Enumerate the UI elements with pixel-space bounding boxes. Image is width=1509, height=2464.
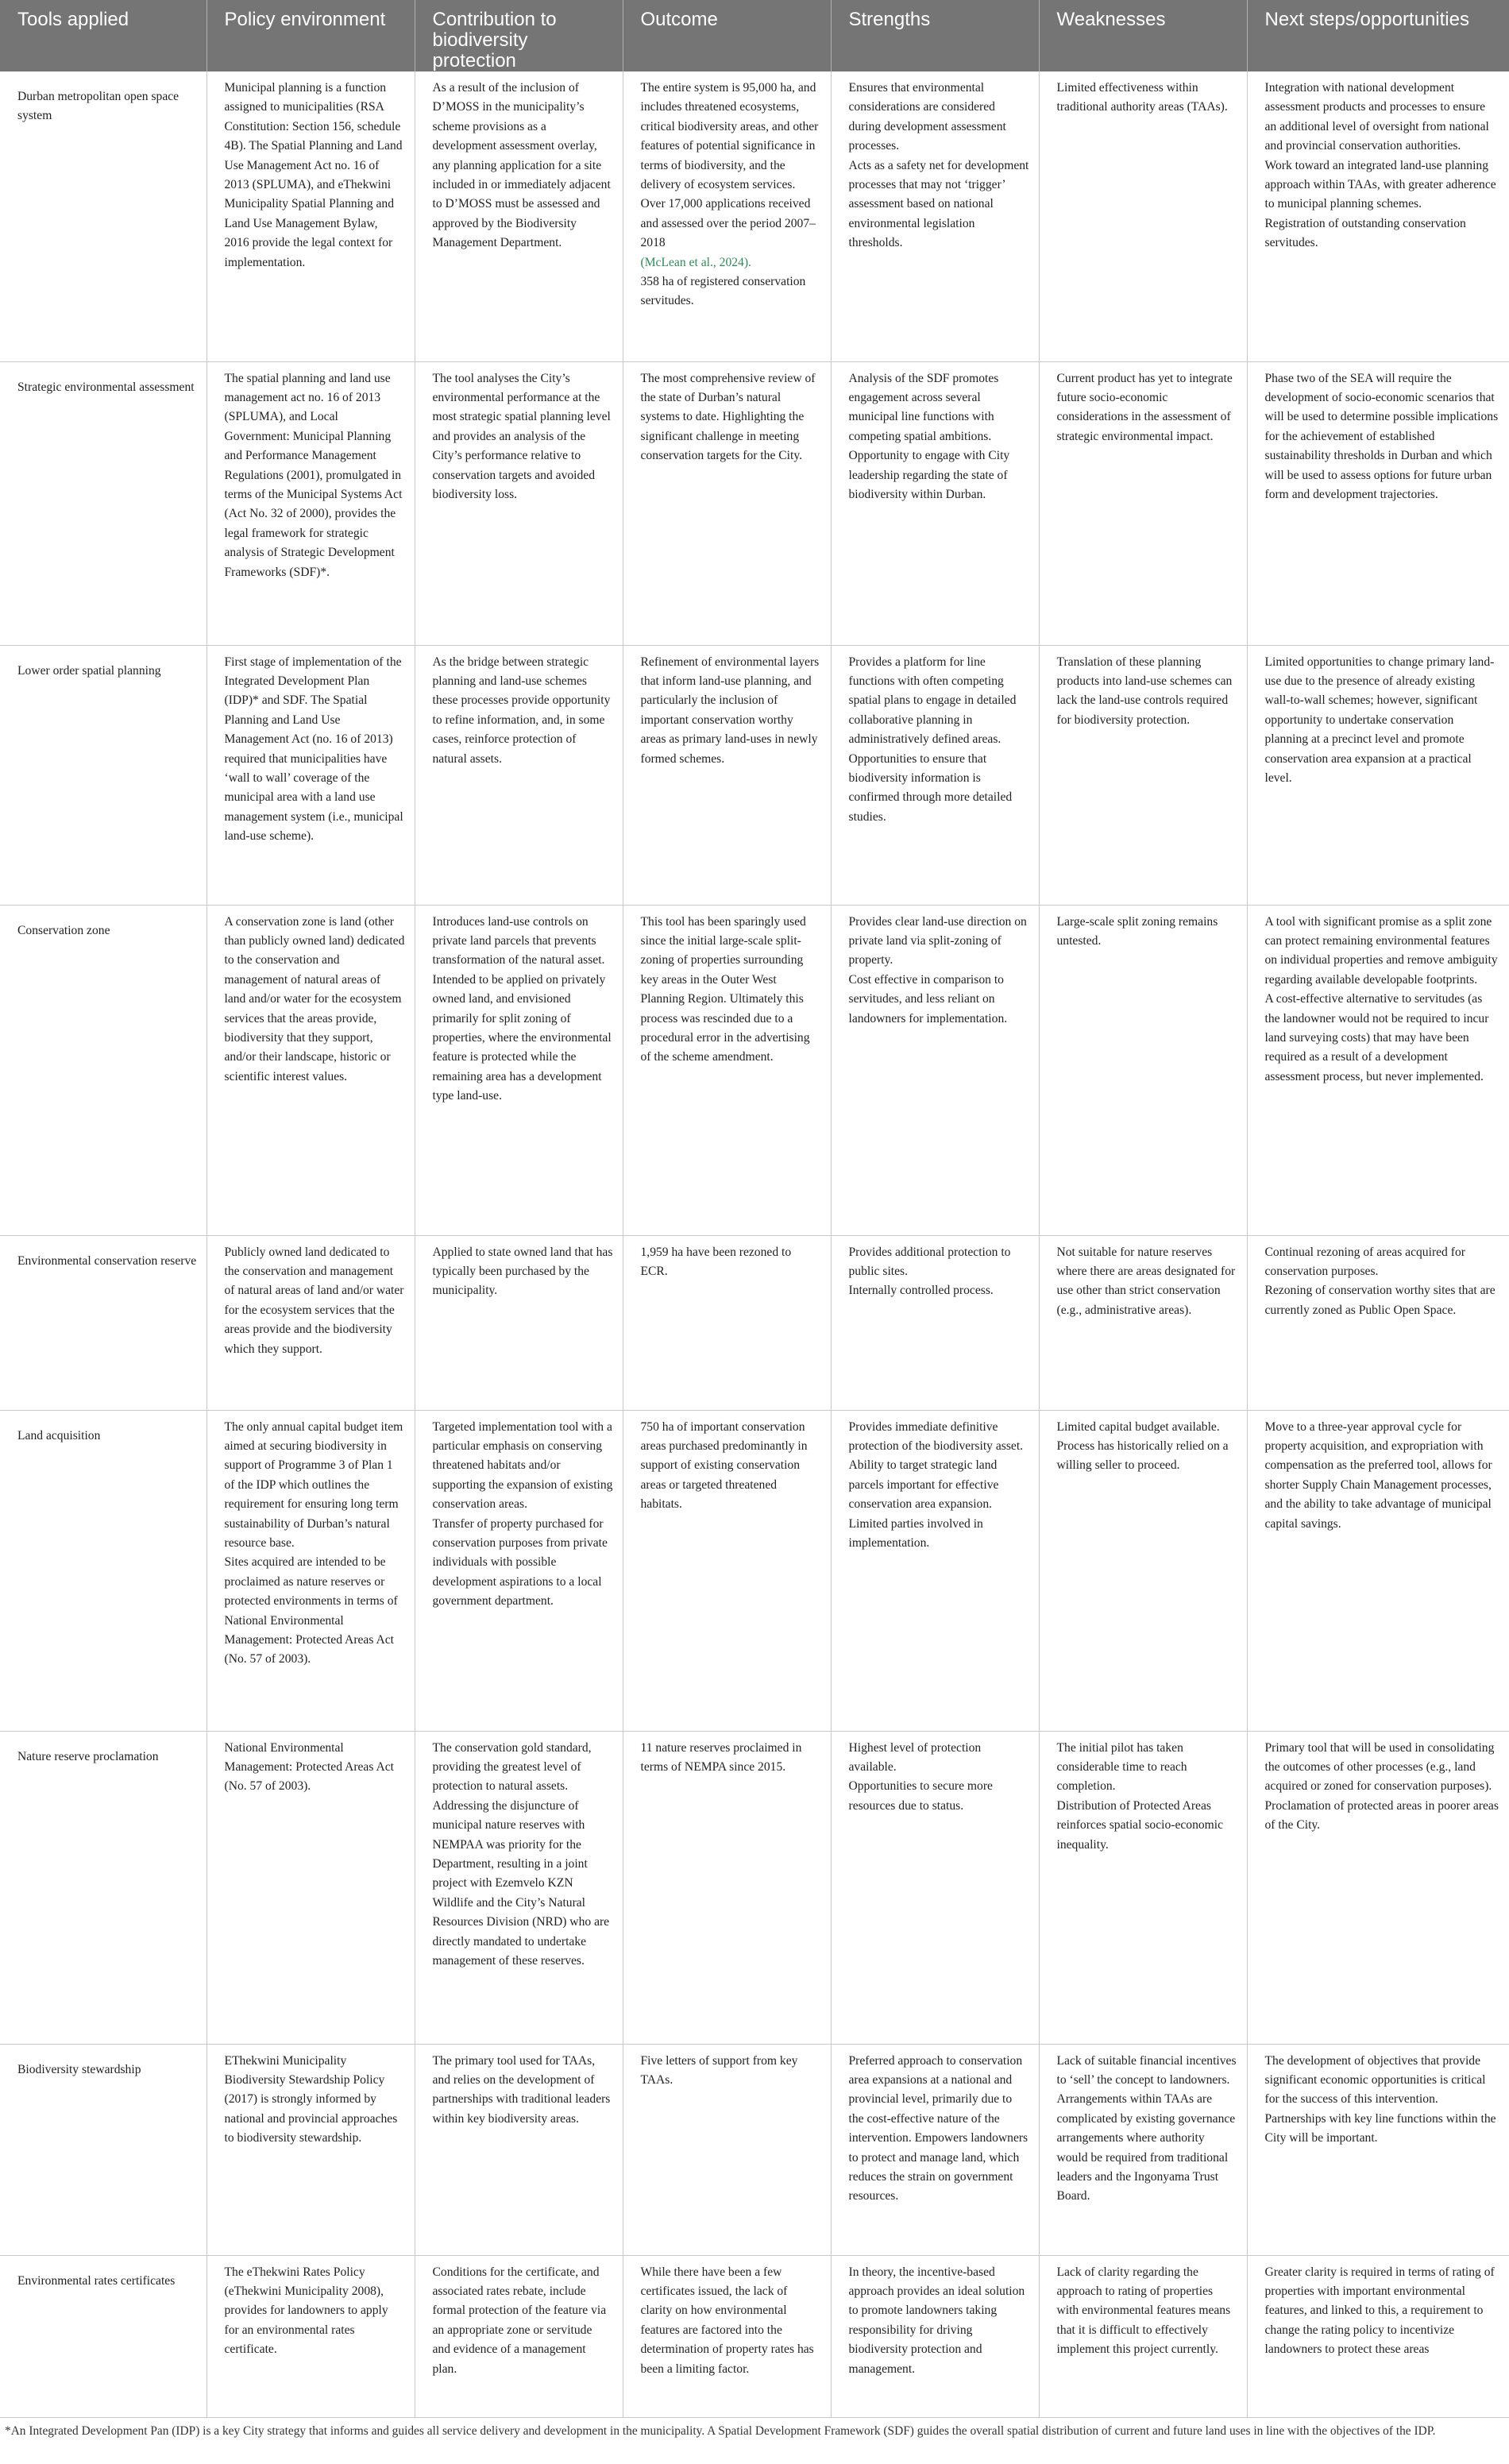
header-tools-applied: Tools applied — [0, 0, 206, 71]
outcome-text: 11 nature reserves proclaimed in terms of NEMPA since 2015. — [640, 1740, 802, 1774]
next-steps-text: Integration with national development assessment products and processes to ensure an additional level of oversight from national and provincial conservation authorities. Work toward an integrated land-use planning approach within TAAs, with greater adherence to municipal planning schemes. Registration of outstanding conservation servitudes. — [1264, 81, 1496, 250]
tool-name: Conservation zone — [17, 923, 110, 937]
tool-cell — [0, 71, 206, 361]
next-steps-cell — [1247, 1410, 1509, 1731]
outcome-cell — [623, 71, 831, 361]
outcome-cell — [623, 1410, 831, 1731]
weaknesses-cell — [1039, 905, 1247, 1235]
next-steps-cell — [1247, 71, 1509, 361]
header-policy-environment: Policy environment — [206, 0, 415, 71]
policy-text: First stage of implementation of the Integrated Development Plan (IDP)* and SDF. The Spatial Planning and Land Use Management Act (no. 16 of 2013) required that municipalities have ‘wall to wall’ coverage of the municipal area with a land use management system (i.e., municipal land-use scheme). — [224, 655, 403, 844]
policy-text: A conservation zone is land (other than publicly owned land) dedicated to the conservation and management of natural areas of land and/or water for the ecosystem services that the areas provide, biodiversity that they support, and/or their landscape, historic or scientific interest values. — [224, 914, 405, 1083]
table-row — [0, 1410, 1509, 1731]
outcome-text: 1,959 ha have been rezoned to ECR. — [640, 1245, 792, 1278]
outcome-text: Refinement of environmental layers that inform land-use planning, and particularly the inclusion of important conservation worthy areas as primary land-uses in newly formed schemes. — [640, 655, 820, 766]
policy-cell — [206, 361, 415, 645]
table-row — [0, 1235, 1509, 1410]
next-steps-text: The development of objectives that provide significant economic opportunities is critical for the success of this intervention. Partnerships with key line functions within the City will be important. — [1264, 2053, 1496, 2145]
weaknesses-text: Limited effectiveness within traditional authority areas (TAAs). — [1056, 81, 1228, 114]
contribution-text: Conditions for the certificate, and associated rates rebate, include formal protection of the feature via an appropriate zone or servitude and evidence of a management plan. — [432, 2265, 607, 2376]
weaknesses-text: Translation of these planning products into land-use schemes can lack the land-use controls required for biodiversity protection. — [1056, 655, 1233, 727]
strengths-cell — [831, 71, 1039, 361]
policy-cell — [206, 645, 415, 905]
contribution-text: As the bridge between strategic planning and land-use schemes these processes provide opportunity to refine information, and, in some cases, reinforce protection of natural assets. — [432, 655, 611, 766]
policy-cell — [206, 2255, 415, 2417]
weaknesses-cell — [1039, 71, 1247, 361]
contribution-text: Introduces land-use controls on private land parcels that prevents transformation of the natural asset. Intended to be applied on privately owned land, and envisioned primarily for split zoning of properties, where the environmental feature is protected while the remaining area has a development type land-use. — [432, 914, 612, 1103]
strengths-cell — [831, 905, 1039, 1235]
tool-name: Durban metropolitan open space system — [17, 90, 179, 123]
weaknesses-text: Not suitable for nature reserves where there are areas designated for use other than strict conservation (e.g., administrative areas). — [1056, 1245, 1236, 1317]
tool-cell — [0, 2044, 206, 2255]
strengths-cell — [831, 645, 1039, 905]
outcome-text: 750 ha of important conservation areas purchased predominantly in support of existing conservation areas or targeted threatened habitats. — [640, 1419, 808, 1512]
tool-cell — [0, 1235, 206, 1410]
contribution-cell — [415, 1235, 623, 1410]
strengths-text: Preferred approach to conservation area expansions at a national and provincial level, primarily due to the cost-effective nature of the intervention. Empowers landowners to protect and manage land, which reduces the strain on government resources. — [848, 2053, 1029, 2203]
tool-name: Lower order spatial planning — [17, 663, 161, 678]
tool-name: Land acquisition — [17, 1428, 101, 1442]
contribution-text: The conservation gold standard, providing the greatest level of protection to natural assets. Addressing the disjuncture of municipal nature reserves with NEMPAA was priority for the Department, resulting in a joint project with Ezemvelo KZN Wildlife and the City’s Natural Resources Division (NRD) who are directly mandated to undertake management of these reserves. — [432, 1740, 610, 1968]
weaknesses-text: Current product has yet to integrate future socio-economic considerations in the assessment of strategic environmental impact. — [1056, 371, 1233, 443]
table-row — [0, 2255, 1509, 2417]
header-contribution: Contribution to biodiversity protection — [415, 0, 623, 71]
outcome-text: The most comprehensive review of the state of Durban’s natural systems to date. Highlighting the significant challenge in meeting conservation targets for the City. — [640, 371, 816, 463]
policy-text: The only annual capital budget item aimed at securing biodiversity in support of Programme 3 of Plan 1 of the IDP which outlines the requirement for ensuring long term sustainability of Durban’s natural resource base. Sites acquired are intended to be proclaimed as nature reserves or protected environments in terms of National Environmental Management: Protected Areas Act (No. 57 of 2003). — [224, 1419, 403, 1666]
next-steps-cell — [1247, 1235, 1509, 1410]
citation-link[interactable]: (McLean et al., 2024). — [640, 255, 751, 269]
policy-cell — [206, 2044, 415, 2255]
header-next-steps: Next steps/opportunities — [1247, 0, 1509, 71]
contribution-cell — [415, 1410, 623, 1731]
weaknesses-cell — [1039, 1731, 1247, 2044]
tool-cell — [0, 2255, 206, 2417]
header-row — [0, 0, 1509, 71]
policy-cell — [206, 1410, 415, 1731]
next-steps-text: Primary tool that will be used in consolidating the outcomes of other processes (e.g., land acquired or zoned for conservation purposes). Proclamation of protected areas in poorer areas of the City. — [1264, 1740, 1499, 1833]
contribution-cell — [415, 71, 623, 361]
outcome-text: Five letters of support from key TAAs. — [640, 2053, 798, 2087]
strengths-text: Ensures that environmental considerations are considered during development assessment processes. Acts as a safety net for development processes that may not ‘trigger’ assessment based on national environmental legislation thresholds. — [848, 81, 1029, 250]
header-strengths: Strengths — [831, 0, 1039, 71]
outcome-text-tail: 358 ha of registered conservation servitudes. — [640, 275, 806, 308]
table-row — [0, 645, 1509, 905]
tool-cell — [0, 645, 206, 905]
contribution-text: Applied to state owned land that has typically been purchased by the municipality. — [432, 1245, 613, 1298]
outcome-text: While there have been a few certificates issued, the lack of clarity on how environmental features are factored into the determination of property rates has been a limiting factor. — [640, 2265, 814, 2376]
table-row — [0, 905, 1509, 1235]
strengths-text: Analysis of the SDF promotes engagement across several municipal line functions with competing spatial ambitions. Opportunity to engage with City leadership regarding the state of biodiversity within Durban. — [848, 371, 1010, 501]
strengths-text: Provides additional protection to public sites. Internally controlled process. — [848, 1245, 1011, 1298]
contribution-text: The tool analyses the City’s environmental performance at the most strategic spatial planning level and provides an analysis of the City’s performance relative to conservation targets and avoided biodiversity loss. — [432, 371, 611, 501]
outcome-cell — [623, 1235, 831, 1410]
tool-name: Biodiversity stewardship — [17, 2062, 141, 2076]
next-steps-text: Limited opportunities to change primary land-use due to the presence of already existing wall-to-wall schemes; however, significant opportunity to undertake conservation planning at a precinct level and promote conservation area expansion at a practical level. — [1264, 655, 1495, 785]
table-row — [0, 2044, 1509, 2255]
weaknesses-cell — [1039, 1235, 1247, 1410]
next-steps-cell — [1247, 645, 1509, 905]
policy-text: EThekwini Municipality Biodiversity Stewardship Policy (2017) is strongly informed by national and provincial approaches to biodiversity stewardship. — [224, 2053, 398, 2145]
contribution-cell — [415, 905, 623, 1235]
table-row — [0, 1731, 1509, 2044]
strengths-cell — [831, 2255, 1039, 2417]
outcome-cell — [623, 1731, 831, 2044]
strengths-text: Provides immediate definitive protection of the biodiversity asset. Ability to target strategic land parcels important for effective conservation area expansion. Limited parties involved in implementation. — [848, 1419, 1024, 1550]
weaknesses-cell — [1039, 361, 1247, 645]
next-steps-cell — [1247, 361, 1509, 645]
outcome-text: The entire system is 95,000 ha, and includes threatened ecosystems, critical biodiversity areas, and other features of potential significance in terms of biodiversity, and the delivery of ecosystem services. Over 17,000 applications received and assessed over the period 2007–2018 — [640, 81, 819, 250]
weaknesses-cell — [1039, 2255, 1247, 2417]
contribution-cell — [415, 361, 623, 645]
strengths-cell — [831, 2044, 1039, 2255]
next-steps-cell — [1247, 905, 1509, 1235]
contribution-cell — [415, 1731, 623, 2044]
policy-text: National Environmental Management: Protected Areas Act (No. 57 of 2003). — [224, 1740, 394, 1794]
weaknesses-text: Large-scale split zoning remains untested. — [1056, 914, 1218, 948]
outcome-text: This tool has been sparingly used since the initial large-scale split-zoning of properties surrounding key areas in the Outer West Planning Region. Ultimately this process was rescinded due to a procedural error in the advertising of the scheme amendment. — [640, 914, 810, 1064]
contribution-text: As a result of the inclusion of D’MOSS in the municipality’s scheme provisions as a development assessment overlay, any planning application for a site included in or immediately adjacent to D’MOSS must be assessed and approved by the Biodiversity Management Department. — [432, 81, 611, 250]
contribution-cell — [415, 2255, 623, 2417]
tool-cell — [0, 1731, 206, 2044]
tool-name: Environmental rates certificates — [17, 2273, 176, 2288]
next-steps-text: Phase two of the SEA will require the development of socio-economic scenarios that will be used to determine possible implications for the achievement of established sustainability thresholds in Durban and which will be used to assess options for future urban form and development trajectories. — [1264, 371, 1499, 501]
next-steps-text: Greater clarity is required in terms of rating of properties with important environmental features, and linked to this, a requirement to change the rating policy to incentivize landowners to protect these areas — [1264, 2265, 1495, 2357]
next-steps-cell — [1247, 1731, 1509, 2044]
outcome-cell — [623, 361, 831, 645]
next-steps-text: Continual rezoning of areas acquired for conservation purposes. Rezoning of conservation worthy sites that are currently zoned as Public Open Space. — [1264, 1245, 1495, 1317]
weaknesses-text: Limited capital budget available. Process has historically relied on a willing seller to proceed. — [1056, 1419, 1229, 1473]
strengths-cell — [831, 1731, 1039, 2044]
strengths-cell — [831, 361, 1039, 645]
contribution-cell — [415, 2044, 623, 2255]
weaknesses-cell — [1039, 2044, 1247, 2255]
contribution-text: The primary tool used for TAAs, and relies on the development of partnerships with traditional leaders within key biodiversity areas. — [432, 2053, 611, 2126]
next-steps-text: A tool with significant promise as a split zone can protect remaining environmental features on individual properties and remove ambiguity regarding available developable footprints. A cost-effective alternative to servitudes (as the landowner would not be required to incur land surveying costs) that may have been required as a result of a development assessment process, but never implemented. — [1264, 914, 1498, 1083]
table-footnote: *An Integrated Development Pan (IDP) is a key City strategy that informs and guides all service delivery and development in the municipality. A Spatial Development Framework (SDF) guides the overall spatial distribution of current and future land uses in line with the objectives of the IDP. — [5, 2423, 1436, 2438]
table-row — [0, 361, 1509, 645]
contribution-cell — [415, 645, 623, 905]
table-row — [0, 71, 1509, 361]
next-steps-text: Move to a three-year approval cycle for property acquisition, and expropriation with compensation as the preferred tool, allows for shorter Supply Chain Management processes, and the ability to take advantage of municipal capital savings. — [1264, 1419, 1492, 1531]
policy-cell — [206, 905, 415, 1235]
strengths-text: In theory, the incentive-based approach provides an ideal solution to promote landowners taking responsibility for driving biodiversity protection and management. — [848, 2265, 1025, 2376]
policy-text: The eThekwini Rates Policy (eThekwini Municipality 2008), provides for landowners to apply for an environmental rates certificate. — [224, 2265, 388, 2357]
policy-cell — [206, 71, 415, 361]
table-header — [0, 0, 1509, 71]
tool-name: Environmental conservation reserve — [17, 1253, 197, 1268]
tool-cell — [0, 1410, 206, 1731]
contribution-text: Targeted implementation tool with a particular emphasis on conserving threatened habitats and/or supporting the expansion of existing conservation areas. Transfer of property purchased for conservation purposes from private individuals with possible development aspirations to a local government department. — [432, 1419, 613, 1609]
next-steps-cell — [1247, 2044, 1509, 2255]
weaknesses-cell — [1039, 645, 1247, 905]
tool-cell — [0, 905, 206, 1235]
header-outcome: Outcome — [623, 0, 831, 71]
next-steps-cell — [1247, 2255, 1509, 2417]
outcome-cell — [623, 905, 831, 1235]
tool-cell — [0, 361, 206, 645]
policy-cell — [206, 1235, 415, 1410]
strengths-text: Provides clear land-use direction on private land via split-zoning of property. Cost effective in comparison to servitudes, and less reliant on landowners for implementation. — [848, 914, 1027, 1025]
tool-name: Strategic environmental assessment — [17, 380, 195, 394]
header-weaknesses: Weaknesses — [1039, 0, 1247, 71]
weaknesses-text: The initial pilot has taken considerable time to reach completion. Distribution of Protected Areas reinforces spatial socio-economic inequality. — [1056, 1740, 1224, 1852]
tool-name: Nature reserve proclamation — [17, 1749, 159, 1763]
policy-text: Municipal planning is a function assigned to municipalities (RSA Constitution: Section 156, schedule 4B). The Spatial Planning and Land Use Management Act no. 16 of 2013 (SPLUMA), and eThekwini Municipality Spatial Planning and Land Use Management Bylaw, 2016 provide the legal context for implementation. — [224, 81, 403, 269]
strengths-text: Provides a platform for line functions with often competing spatial plans to engage in detailed collaborative planning in administratively defined areas. Opportunities to ensure that biodiversity information is confirmed through more detailed studies. — [848, 655, 1017, 824]
policy-text: The spatial planning and land use management act no. 16 of 2013 (SPLUMA), and Local Government: Municipal Planning and Performance Management Regulations (2001), promulgated in terms of the Municipal Systems Act (Act No. 32 of 2000), provides the legal framework for strategic analysis of Strategic Development Frameworks (SDF)*. — [224, 371, 403, 579]
strengths-text: Highest level of protection available. Opportunities to secure more resources due to status. — [848, 1740, 993, 1813]
weaknesses-text: Lack of clarity regarding the approach to rating of properties with environmental features means that it is difficult to effectively implement this project currently. — [1056, 2265, 1231, 2357]
strengths-cell — [831, 1235, 1039, 1410]
outcome-cell — [623, 2255, 831, 2417]
policy-cell — [206, 1731, 415, 2044]
outcome-cell — [623, 645, 831, 905]
strengths-cell — [831, 1410, 1039, 1731]
weaknesses-text: Lack of suitable financial incentives to ‘sell’ the concept to landowners. Arrangements within TAAs are complicated by existing governance arrangements where authority would be required from traditional leaders and the Ingonyama Trust Board. — [1056, 2053, 1237, 2203]
table-body — [0, 71, 1509, 2417]
policy-text: Publicly owned land dedicated to the conservation and management of natural areas of land and/or water for the ecosystem services that the areas provide and the biodiversity which they support. — [224, 1245, 404, 1356]
weaknesses-cell — [1039, 1410, 1247, 1731]
outcome-cell — [623, 2044, 831, 2255]
